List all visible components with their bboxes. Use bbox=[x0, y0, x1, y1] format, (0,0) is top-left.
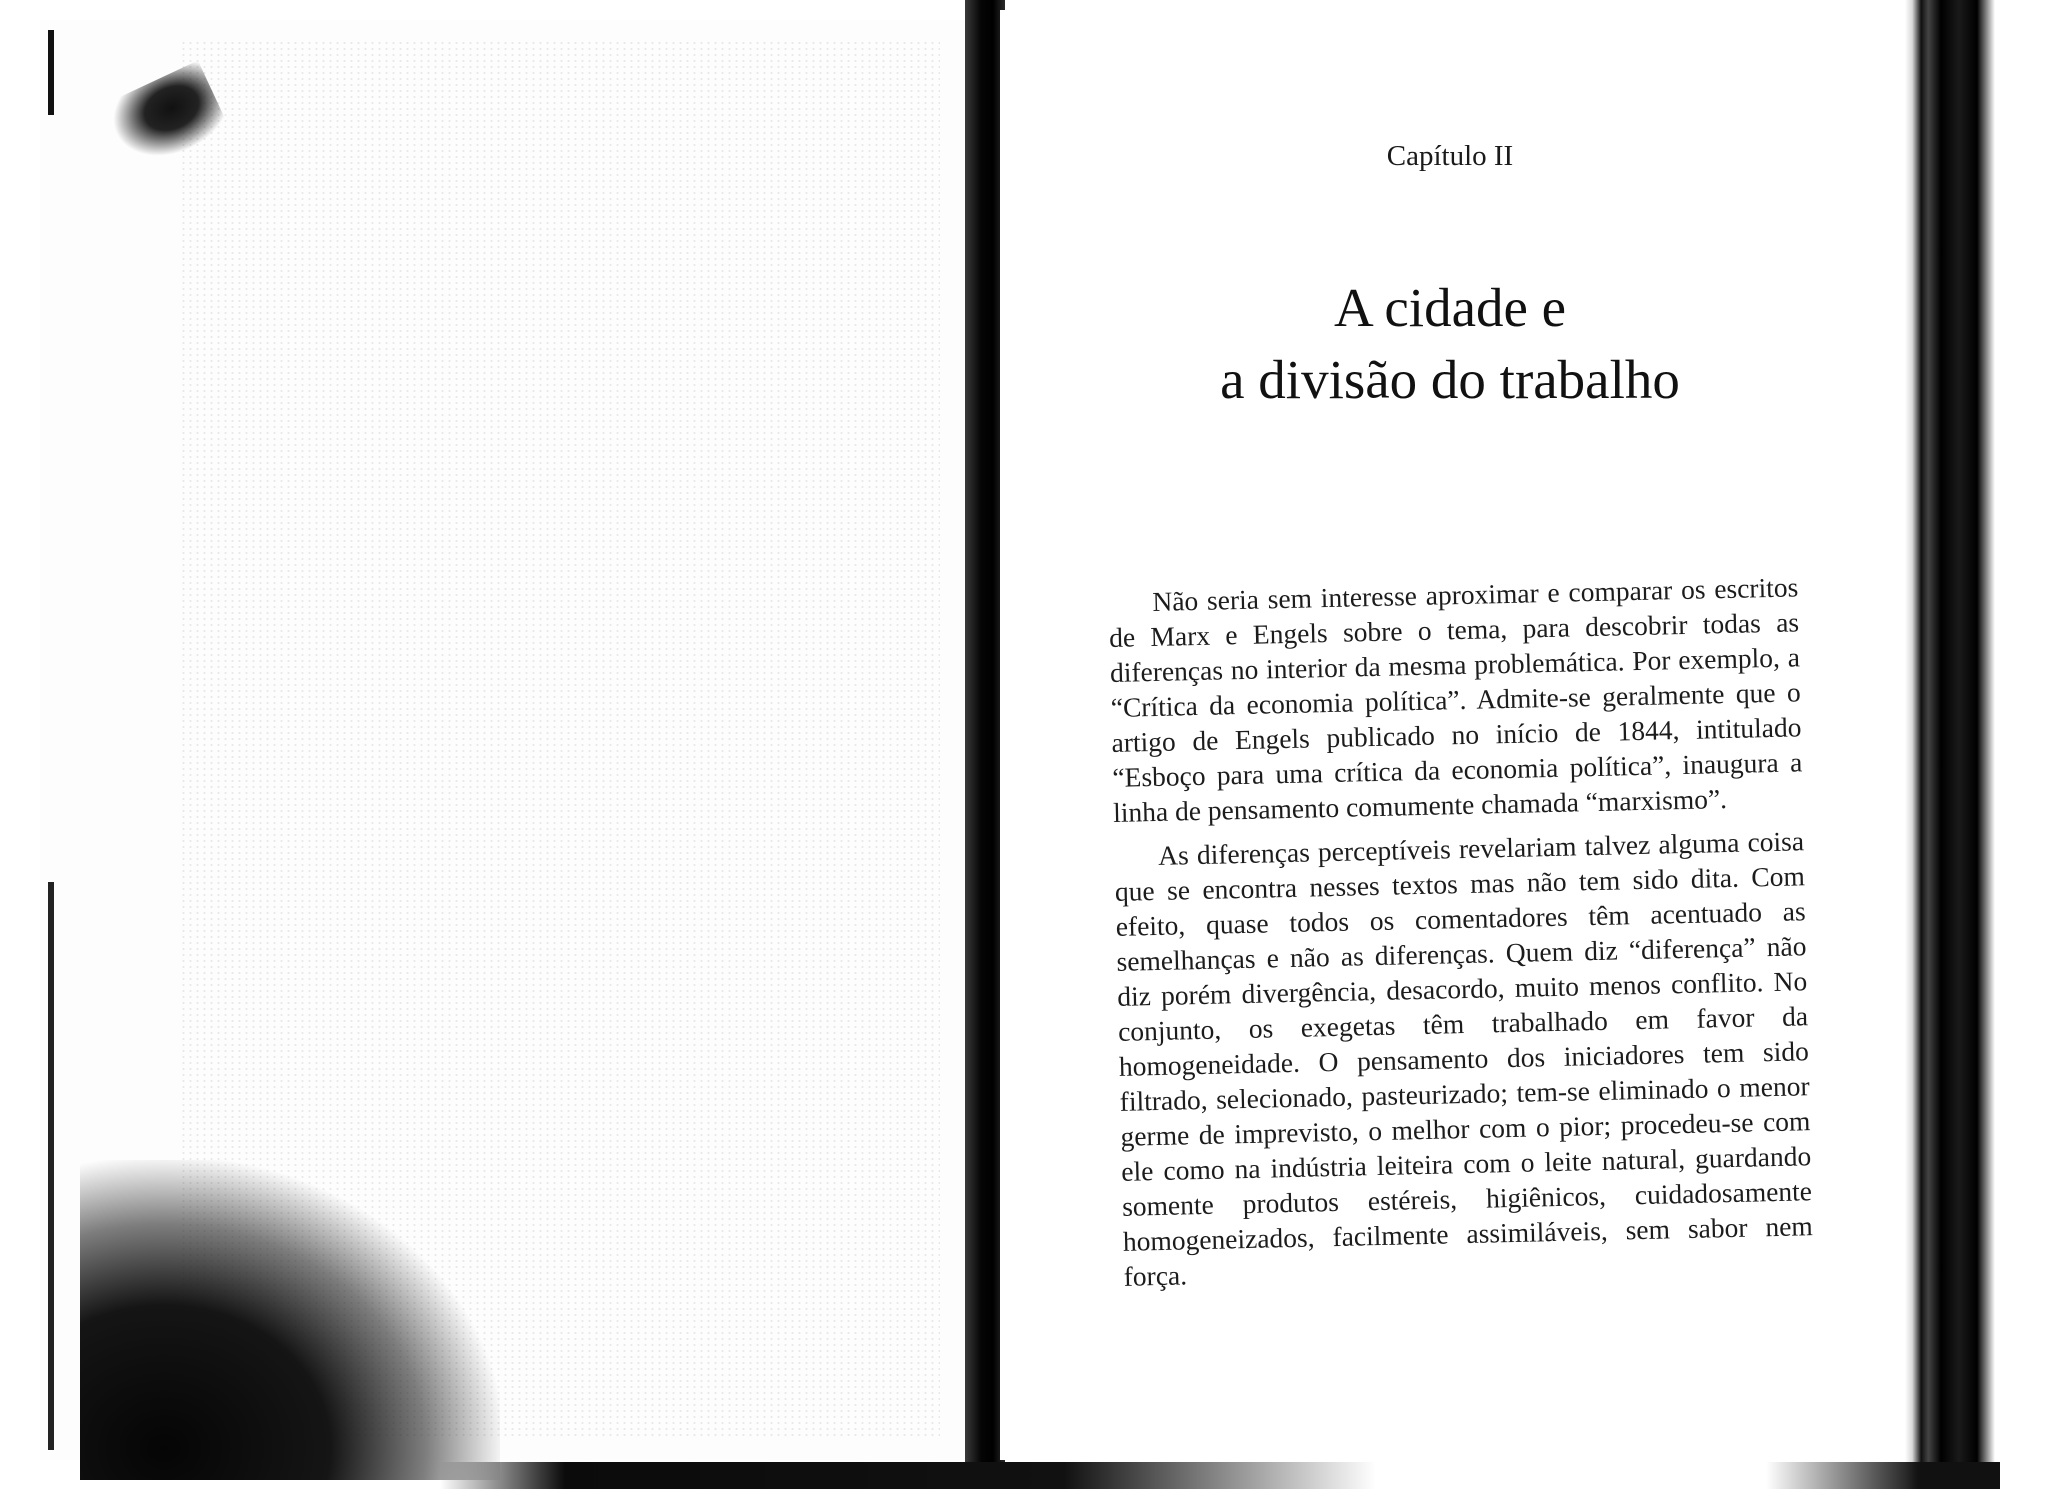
chapter-body bbox=[1108, 569, 1814, 1302]
bottom-scan-shadow bbox=[440, 1462, 2000, 1489]
chapter-label: Capítulo II bbox=[1386, 140, 1514, 172]
paragraph-1: Não seria sem interesse aproximar e comparar os escritos de Marx e Engels sobre o tema, para descobrir todas as diferenças no interior da mesma problemática. Por exemplo, a “Crítica da economia política”. Admite-se geralmente que o artigo de Engels publicado no início de 1844, intitulado “Esboço para uma crítica da economia política”, inaugura a linha de pensamento comumente chamada “marxismo”. bbox=[1108, 571, 1803, 828]
paragraph-2: As diferenças perceptíveis revelariam talvez alguma coisa que se encontra nesses textos mas não tem sido dita. Com efeito, quase todos os comentadores têm acentuado as semelhanças e não as diferenças. Quem diz “diferença” não diz porém divergência, desacordo, muito menos conflito. No conjunto, os exegetas têm trabalhado em favor da homogeneidade. O pensamento dos iniciadores tem sido filtrado, selecionado, pasteurizado; tem-se eliminado o menor germe de imprevisto, o melhor com o pior; procedeu-se com ele como na indústria leiteira com o leite natural, guardando somente produtos estéreis, higiênicos, cuidadosamente homogeneizados, facilmente assimiláveis, sem sabor nem força. bbox=[1114, 825, 1814, 1292]
book-spine bbox=[965, 0, 1005, 1489]
chapter-title bbox=[1000, 272, 1900, 416]
page-stack-edge bbox=[1905, 0, 1995, 1489]
chapter-title-line-2: a divisão do trabalho bbox=[1220, 349, 1680, 410]
scan-shadow-blot bbox=[80, 1160, 500, 1480]
chapter-title-line-1: A cidade e bbox=[1333, 277, 1567, 338]
left-page-edge bbox=[48, 30, 54, 1450]
